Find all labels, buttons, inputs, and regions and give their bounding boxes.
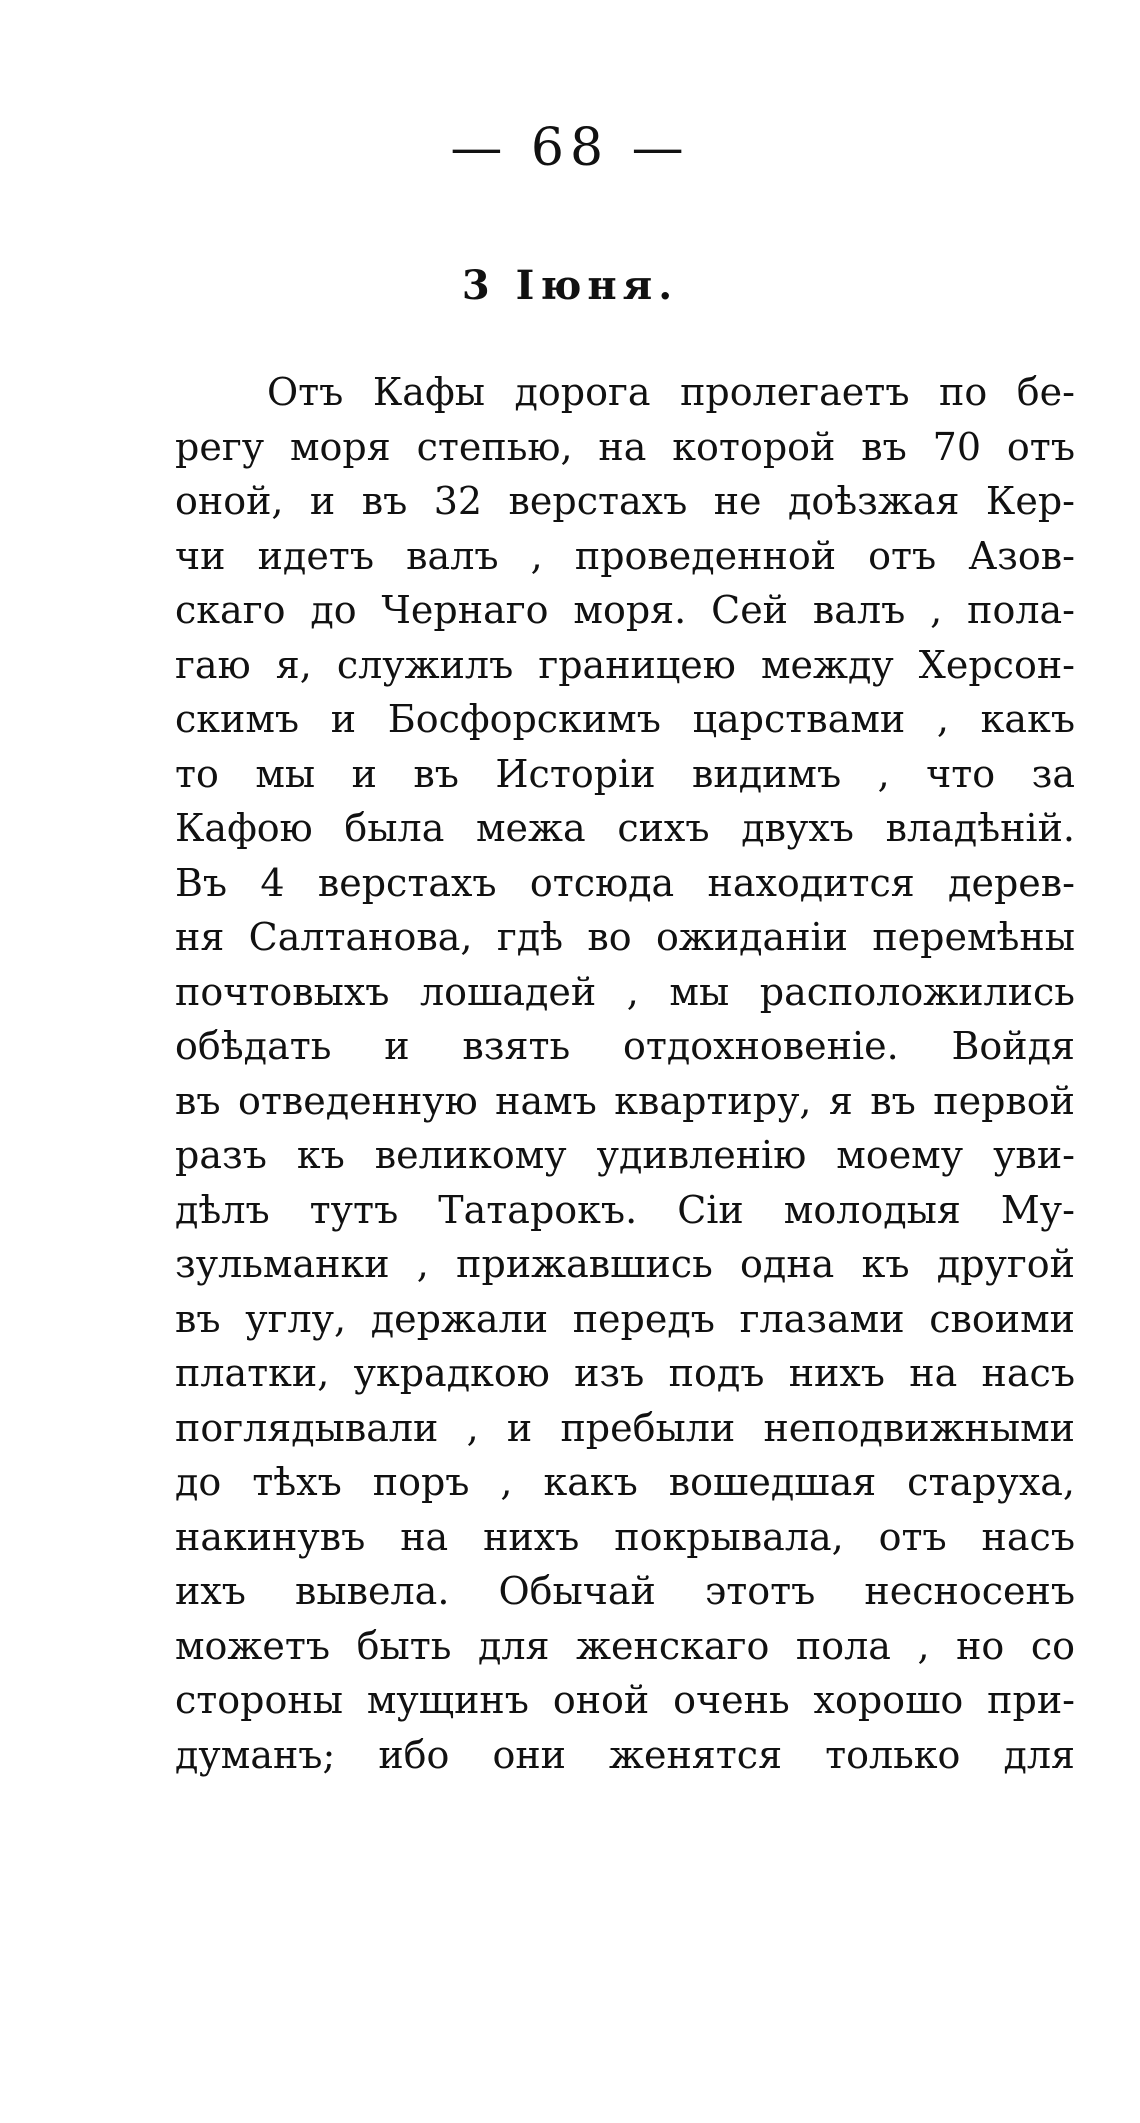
text-line: скаго до Чернаго моря. Сей валъ , пола- [175, 588, 1075, 632]
text-line: скимъ и Босфорскимъ царствами , какъ [175, 697, 1075, 741]
text-line: до тѣхъ поръ , какъ вошедшая старуха, [175, 1460, 1075, 1504]
date-heading: 3 Іюня. [461, 262, 679, 309]
text-line: Кафою была межа сихъ двухъ владѣній. [175, 806, 1075, 850]
text-line: зульманки , прижавшись одна къ другой [175, 1242, 1075, 1286]
text-line: Отъ Кафы дорога пролегаетъ по бе- [267, 370, 1075, 414]
text-line: почтовыхъ лошадей , мы расположились [175, 969, 1075, 1014]
text-line: въ углу, держали передъ глазами своими [175, 1296, 1075, 1341]
text-line: гаю я, служилъ границею между Херсон- [175, 642, 1075, 687]
text-line: думанъ; ибо они женятся только для [175, 1732, 1075, 1777]
text-line: ня Салтанова, гдѣ во ожиданіи перемѣны [175, 915, 1075, 959]
text-line: разъ къ великому удивленію моему уви- [175, 1133, 1075, 1177]
text-line: чи идетъ валъ , проведенной отъ Азов- [175, 533, 1075, 578]
text-line: накинувъ на нихъ покрывала, отъ насъ [175, 1514, 1075, 1559]
text-line: ихъ вывела. Обычай этотъ несносенъ [175, 1569, 1075, 1613]
text-line: въ отведенную намъ квартиру, я въ первой [175, 1078, 1075, 1123]
text-line: поглядывали , и пребыли неподвижными [175, 1405, 1075, 1450]
text-line: то мы и въ Исторіи видимъ , что за [175, 751, 1075, 796]
page-number: — 68 — [450, 118, 690, 178]
text-line: регу моря степью, на которой въ 70 отъ [175, 424, 1075, 469]
text-line: оной, и въ 32 верстахъ не доѣзжая Кер- [175, 479, 1075, 523]
text-line: стороны мущинъ оной очень хорошо при- [175, 1678, 1075, 1722]
text-line: Въ 4 верстахъ отсюда находится дерев- [175, 860, 1075, 905]
text-line: дѣлъ тутъ Татарокъ. Сіи молодыя Му- [175, 1187, 1075, 1232]
text-line: обѣдать и взять отдохновеніе. Войдя [175, 1024, 1075, 1068]
text-line: можетъ быть для женскаго пола , но со [175, 1623, 1075, 1668]
body-text [175, 365, 1075, 1782]
text-line: платки, украдкою изъ подъ нихъ на насъ [175, 1351, 1075, 1395]
